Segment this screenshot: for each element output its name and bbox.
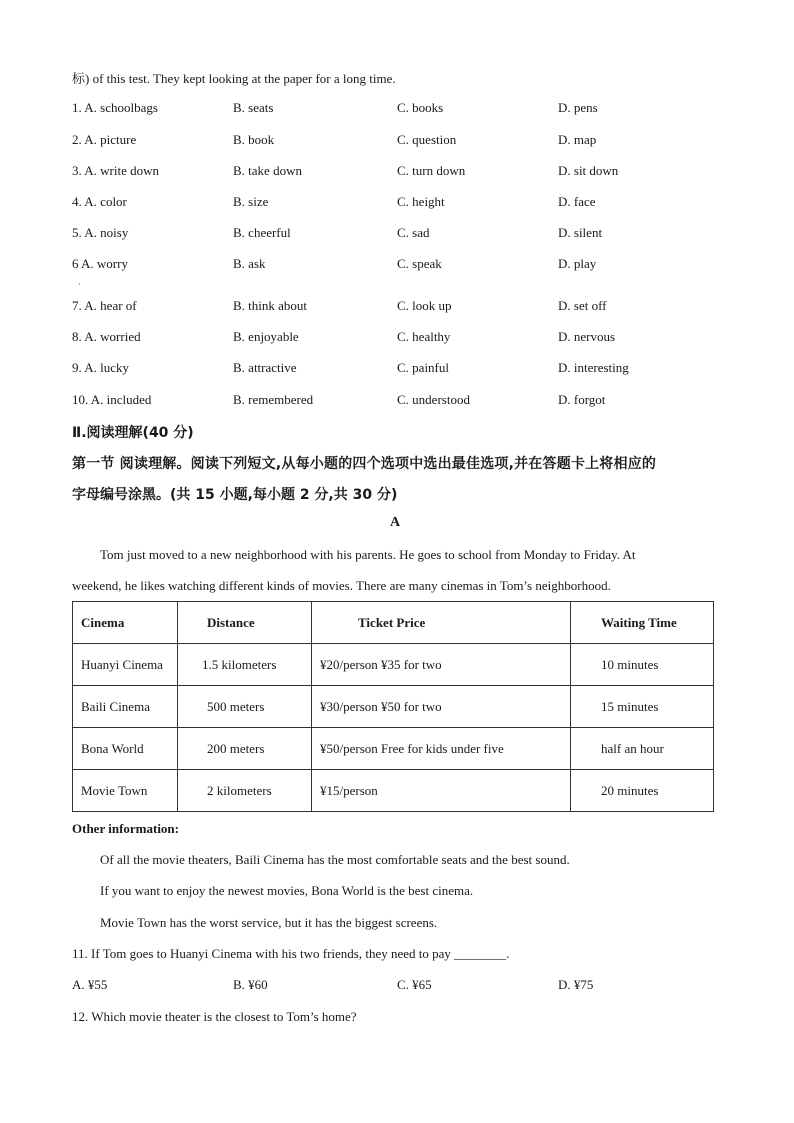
option-a: 3. A. write down [72, 163, 160, 178]
option-b: B. book [233, 132, 275, 147]
option-d: D. interesting [558, 360, 629, 375]
option-b: B. think about [233, 298, 308, 313]
option-d: D. forgot [558, 392, 606, 407]
option-a: 4. A. color [72, 194, 127, 209]
other-info-line: If you want to enjoy the newest movies, Bona World is the best cinema. [100, 883, 474, 898]
option-b: B. cheerful [233, 225, 291, 240]
section-title: Ⅱ.阅读理解(40 分) [72, 425, 194, 441]
option-a: 7. A. hear of [72, 298, 137, 313]
table-header-row [73, 602, 714, 644]
passage-tail: 标) of this test. They kept looking at the paper for a long time. [72, 71, 396, 86]
option-c: C. look up [397, 298, 452, 313]
cell-cinema: Movie Town [73, 770, 178, 812]
option-d: D. silent [558, 225, 603, 240]
option-c: C. height [397, 194, 445, 209]
option-c: C. healthy [397, 329, 451, 344]
cell-price: ¥50/person Free for kids under five [312, 728, 571, 770]
table-row [73, 728, 714, 770]
option-a: 9. A. lucky [72, 360, 130, 375]
cell-price: ¥15/person [312, 770, 571, 812]
question-11-stem: 11. If Tom goes to Huanyi Cinema with his two friends, they need to pay ________. [72, 946, 510, 961]
option-d: D. face [558, 194, 596, 209]
option-b: B. size [233, 194, 269, 209]
other-info-line: Movie Town has the worst service, but it has the biggest screens. [100, 915, 438, 930]
option-c: C. sad [397, 225, 430, 240]
other-info-line: Of all the movie theaters, Baili Cinema has the most comfortable seats and the best sound. [100, 852, 570, 867]
option-d: D. ¥75 [558, 977, 594, 992]
cell-price: ¥30/person ¥50 for two [312, 686, 571, 728]
passage-paragraph: Tom just moved to a new neighborhood with his parents. He goes to school from Monday to Friday. At [100, 547, 636, 562]
option-c: C. turn down [397, 163, 466, 178]
cell-waiting: 15 minutes [571, 686, 714, 728]
option-d: D. pens [558, 100, 598, 115]
option-d: D. play [558, 256, 597, 271]
cell-waiting: half an hour [571, 728, 714, 770]
option-b: B. take down [233, 163, 302, 178]
table-row [73, 770, 714, 812]
option-a: 2. A. picture [72, 132, 137, 147]
option-b: B. remembered [233, 392, 314, 407]
cell-cinema: Baili Cinema [73, 686, 178, 728]
cell-distance: 1.5 kilometers [178, 644, 312, 686]
option-c: C. question [397, 132, 457, 147]
option-c: C. painful [397, 360, 449, 375]
cell-distance: 2 kilometers [178, 770, 312, 812]
option-d: D. sit down [558, 163, 619, 178]
cell-waiting: 10 minutes [571, 644, 714, 686]
header-distance: Distance [178, 602, 312, 644]
passage-letter: A [390, 515, 401, 530]
option-a: 1. A. schoolbags [72, 100, 158, 115]
table-row [73, 686, 714, 728]
header-waiting-time: Waiting Time [571, 602, 714, 644]
cell-distance: 200 meters [178, 728, 312, 770]
cell-distance: 500 meters [178, 686, 312, 728]
option-b: B. enjoyable [233, 329, 299, 344]
header-cinema: Cinema [73, 602, 178, 644]
option-d: D. map [558, 132, 597, 147]
option-c: C. ¥65 [397, 977, 432, 992]
option-a: A. ¥55 [72, 977, 108, 992]
cinema-table [72, 601, 714, 812]
option-c: C. books [397, 100, 444, 115]
option-a: 5. A. noisy [72, 225, 129, 240]
section-instruction: 第一节 阅读理解。阅读下列短文,从每小题的四个选项中选出最佳选项,并在答题卡上将相应的 [72, 456, 657, 472]
option-a: 6 A. worry [72, 256, 128, 271]
header-ticket-price: Ticket Price [312, 602, 571, 644]
question-12-stem: 12. Which movie theater is the closest to Tom’s home? [72, 1009, 357, 1024]
option-c: C. understood [397, 392, 470, 407]
section-instruction-cont: 字母编号涂黑。(共 15 小题,每小题 2 分,共 30 分) [72, 487, 398, 503]
passage-paragraph-cont: weekend, he likes watching different kinds of movies. There are many cinemas in Tom’s neighborhood. [72, 578, 611, 593]
option-b: B. seats [233, 100, 274, 115]
option-b: B. ask [233, 256, 266, 271]
option-a: 8. A. worried [72, 329, 141, 344]
other-info-title: Other information: [72, 821, 179, 836]
option-b: B. attractive [233, 360, 297, 375]
cell-cinema: Huanyi Cinema [73, 644, 178, 686]
option-a: 10. A. included [72, 392, 152, 407]
scan-speck: · [78, 280, 81, 289]
option-d: D. set off [558, 298, 607, 313]
option-d: D. nervous [558, 329, 616, 344]
cell-price: ¥20/person ¥35 for two [312, 644, 571, 686]
table-row [73, 644, 714, 686]
cell-waiting: 20 minutes [571, 770, 714, 812]
option-c: C. speak [397, 256, 442, 271]
cell-cinema: Bona World [73, 728, 178, 770]
option-b: B. ¥60 [233, 977, 268, 992]
